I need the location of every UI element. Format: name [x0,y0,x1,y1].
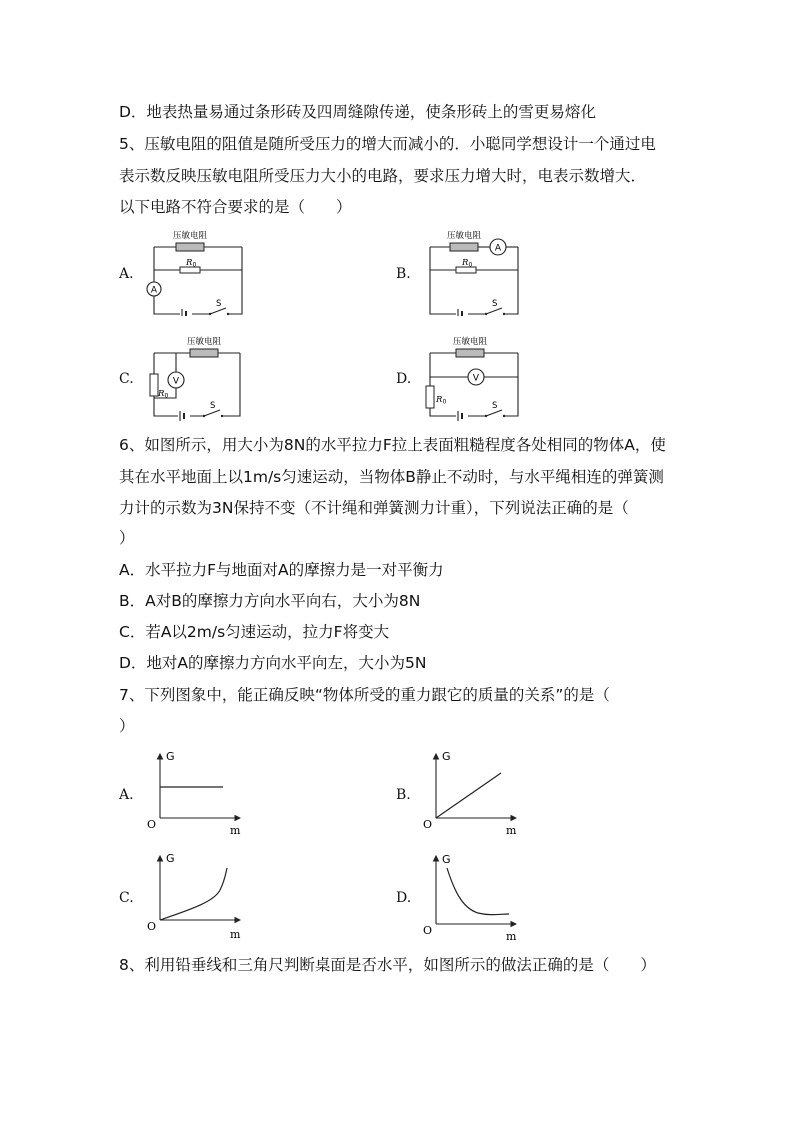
circuit-b-sensor-label: 压敏电阻 [446,231,482,241]
circuit-a-sensor-label: 压敏电阻 [172,231,208,241]
q5-option-c-label: C. [119,371,134,387]
q7-line-2: ） [119,717,135,735]
graph-b-x-label: m [506,824,517,837]
graph-d-y-label: G [442,853,451,866]
circuit-b-ammeter-label: A [494,243,502,254]
graph-c-x-label: m [230,928,241,941]
circuit-c-r0-sub: 0 [164,392,169,400]
circuit-d-sensor-label: 压敏电阻 [452,337,488,347]
q5-line-3: 以下电路不符合要求的是（ ） [119,198,352,216]
q7-option-d-label: D. [396,890,412,906]
circuit-a-r0-label: R [186,258,193,268]
circuit-c-voltmeter-label: V [172,376,180,387]
graph-b-curve [436,773,501,818]
graph-b [420,748,530,840]
graph-c [144,850,254,942]
graph-a-x-label: m [230,824,241,837]
circuit-b-r0-sub: 0 [468,261,473,269]
circuit-b-r0-label: R [462,258,469,268]
graph-a [144,748,254,840]
q4-option-d: D．地表热量易通过条形砖及四周缝隙传递，使条形砖上的雪更易熔化 [119,103,596,121]
q6-option-c: C．若A以2m/s匀速运动，拉力F将变大 [119,623,390,641]
circuit-b-diagram [416,224,526,316]
graph-d-curve [447,868,509,915]
graph-c-y-label: G [166,852,175,865]
q5-line-2: 表示数反映压敏电阻所受压力大小的电路，要求压力增大时，电表示数增大． [119,167,647,185]
q6-option-b: B．A对B的摩擦力方向水平向右，大小为8N [119,592,421,610]
circuit-c-switch-label: S [210,401,216,411]
circuit-c-r0-label: R [158,389,165,399]
q5-option-b-label: B. [396,266,411,282]
q5-option-a-label: A. [119,266,134,282]
circuit-b-switch-label: S [492,299,498,309]
circuit-a-diagram [140,224,250,316]
graph-a-y-label: G [166,750,175,763]
q8-line: 8、利用铅垂线和三角尺判断桌面是否水平，如图所示的做法正确的是（ ） [119,956,656,974]
graph-c-origin-label: O [147,920,157,933]
q5-option-d-label: D. [396,371,412,387]
q7-line-1: 7、下列图象中，能正确反映“物体所受的重力跟它的质量的关系”的是（ [119,686,610,704]
circuit-d-r0-sub: 0 [442,398,447,406]
graph-c-curve [160,868,227,920]
q6-option-a: A．水平拉力F与地面对A的摩擦力是一对平衡力 [119,561,444,579]
q6-line-3: 力计的示数为3N保持不变（不计绳和弹簧测力计重），下列说法正确的是（ [119,499,629,517]
q6-line-4: ） [119,529,135,547]
q6-option-d: D．地对A的摩擦力方向水平向左，大小为5N [119,654,427,672]
circuit-c-sensor-label: 压敏电阻 [186,337,222,347]
circuit-a-ammeter-label: A [150,285,158,296]
q7-option-b-label: B. [396,787,411,803]
q6-line-2: 其在水平地面上以1m/s匀速运动，当物体B静止不动时，与水平绳相连的弹簧测 [119,468,664,486]
circuit-d-r0-label: R [436,395,443,405]
circuit-d-switch-label: S [492,401,498,411]
graph-b-origin-label: O [423,818,433,831]
circuit-d-diagram [416,330,526,422]
q5-line-1: 5、压敏电阻的阻值是随所受压力的增大而减小的．小聪同学想设计一个通过电 [119,135,656,153]
q7-option-c-label: C. [119,890,134,906]
graph-a-origin-label: O [147,818,157,831]
q7-option-a-label: A. [119,787,134,803]
circuit-a-switch-label: S [216,299,222,309]
circuit-a-r0-sub: 0 [192,261,197,269]
q6-line-1: 6、如图所示，用大小为8N的水平拉力F拉上表面粗糙程度各处相同的物体A，使 [119,436,666,454]
graph-d [420,850,530,942]
graph-d-x-label: m [506,930,517,942]
circuit-d-voltmeter-label: V [472,373,480,384]
graph-d-origin-label: O [423,924,433,937]
graph-b-y-label: G [442,750,451,763]
circuit-c-diagram [140,330,250,422]
